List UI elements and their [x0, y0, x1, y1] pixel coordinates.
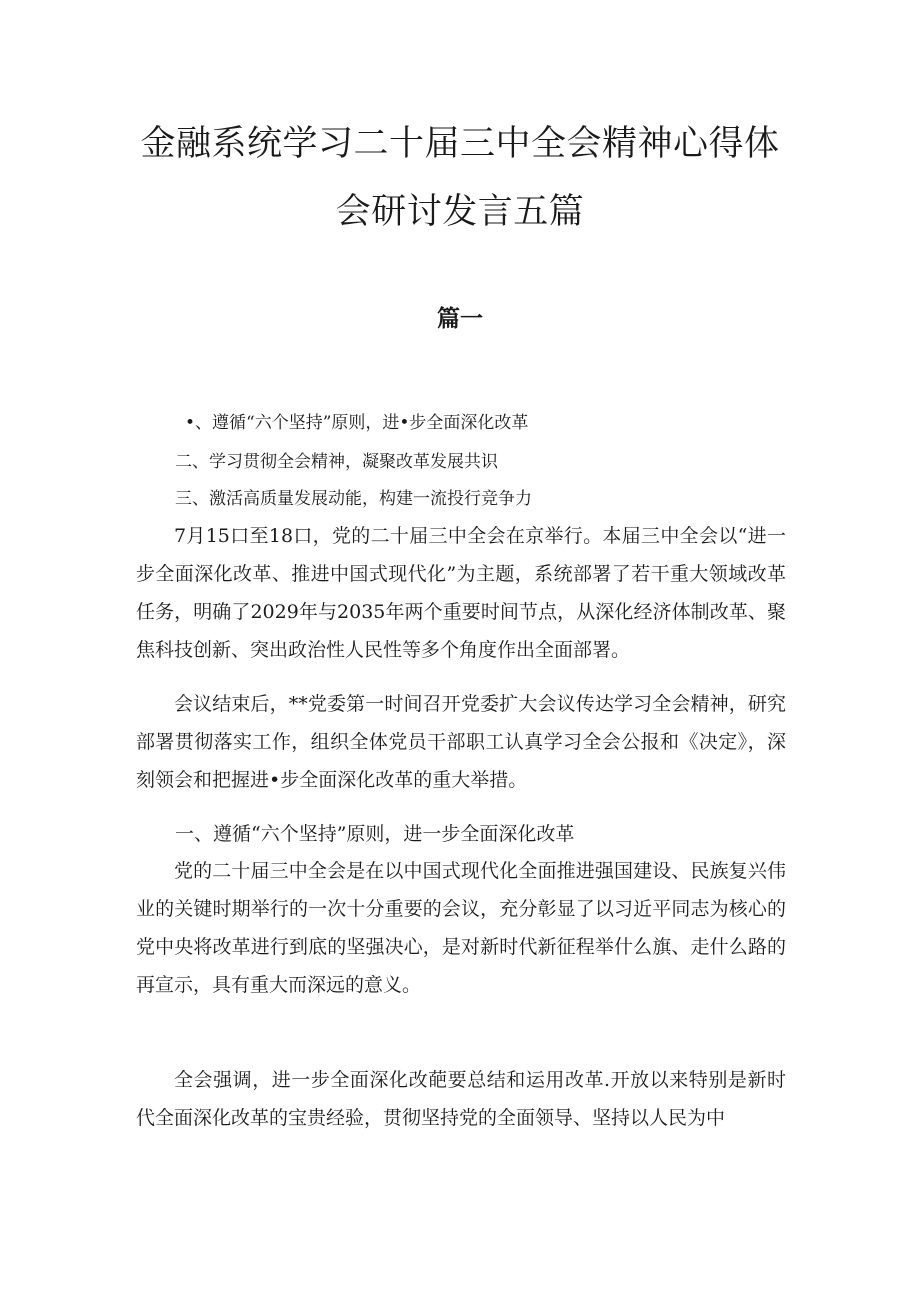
section-heading: 一、遵循“六个坚持”原则，进一步全面深化改革 — [175, 823, 575, 845]
toc-item-3: 三、激活高质量发展动能，构建一流投行竞争力 — [175, 489, 532, 509]
document-title-line-2: 会研讨发言五篇 — [335, 192, 585, 232]
body-paragraph: 会议结束后，**党委第一时间召开党委扩大会议传达学习全会精神，研究部署贯彻落实工作，组织全体党员干部职工认真学习全会公报和《决定》，深刻领会和把握进•步全面深化改革的重大举措。 — [136, 693, 786, 791]
toc-item-2: 二、学习贯彻全会精神，凝聚改革发展共识 — [175, 452, 498, 472]
document-title-line-1: 金融系统学习二十届三中全会精神心得体 — [140, 124, 780, 164]
toc-item-1: •、遵循“六个坚持”原则，进•步全面深化改革 — [185, 413, 529, 433]
section-label: 篇一 — [437, 305, 483, 332]
body-paragraph: 7月15口至18口，党的二十届三中全会在京举行。本届三中全会以“进一步全面深化改革、推进中国式现代化”为主题，系统部署了若干重大领域改革任务，明确了2029年与2035年两个重要时间节点，从深化经济体制改革、聚焦科技创新、突出政治性人民性等多个角度作出全面部署。 — [136, 525, 786, 661]
body-paragraph: 全会强调，进一步全面深化改葩要总结和运用改革.开放以来特别是新时代全面深化改革的宝贵经验，贯彻坚持党的全面领导、坚持以人民为中 — [136, 1069, 786, 1129]
body-paragraph: 党的二十届三中全会是在以中国式现代化全面推进强国建设、民族复兴伟业的关键时期举行的一次十分重要的会议，充分彰显了以习近平同志为核心的党中央将改革进行到底的坚强决心，是对新时代新征程举什么旗、走什么路的再宣示，具有重大而深远的意义。 — [136, 860, 786, 996]
